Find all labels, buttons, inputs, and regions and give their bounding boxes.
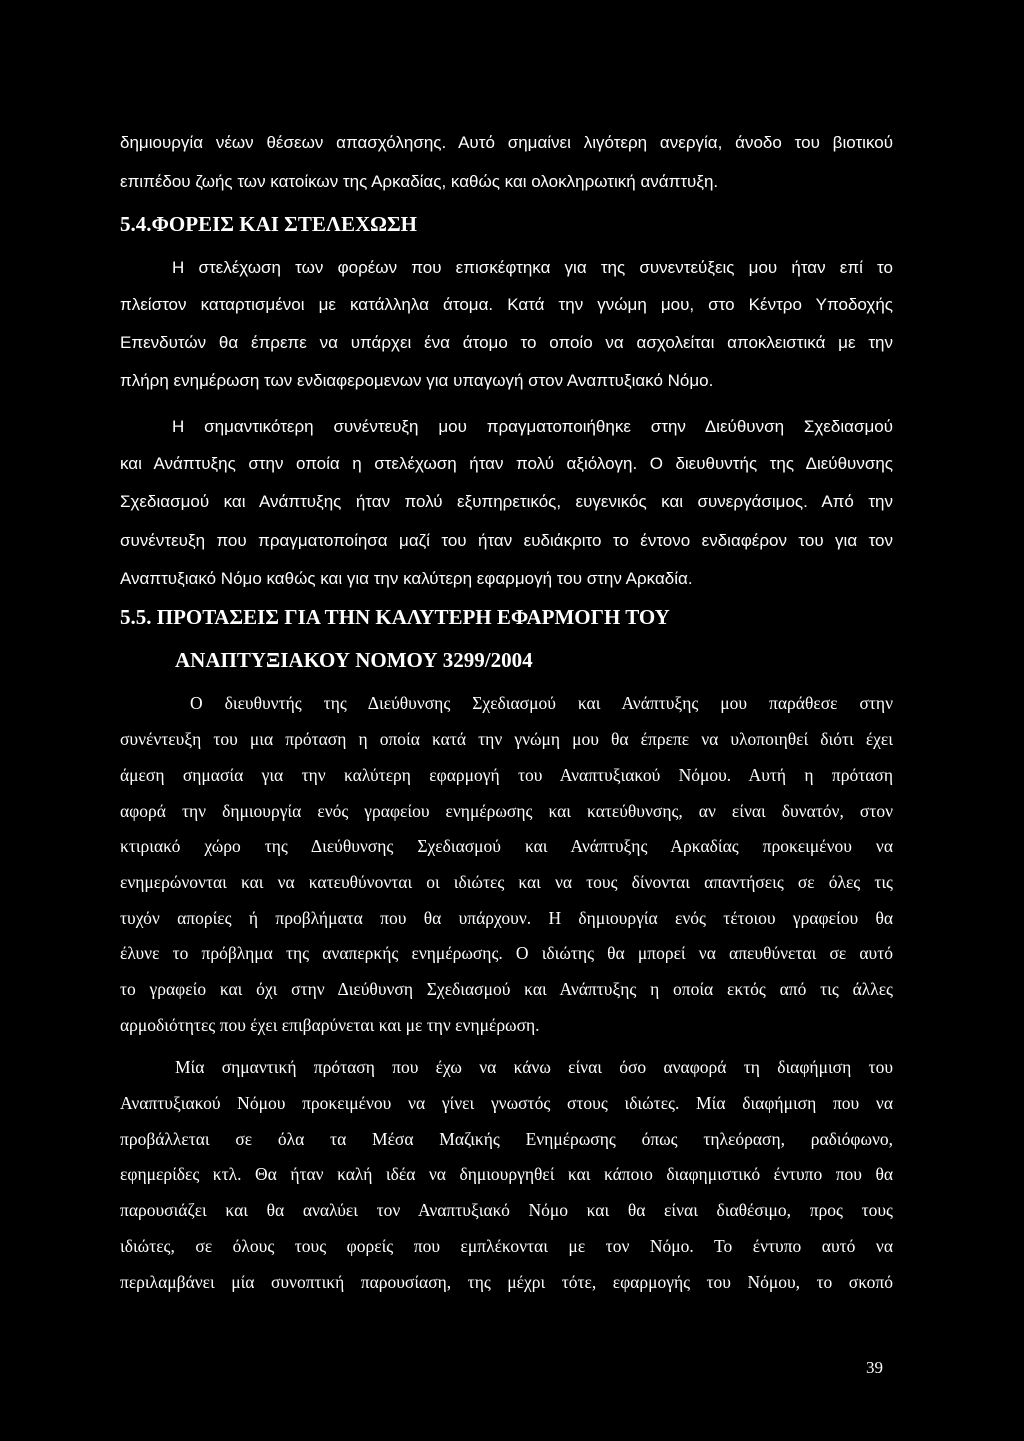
- paragraph-line: Η σημαντικότερη συνέντευξη μου πραγματοποιήθηκε στην Διεύθυνση Σχεδιασμού: [172, 417, 893, 436]
- paragraph-line: αφορά την δημιουργία ενός γραφείου ενημέρωσης και κατεύθυνσης, αν είναι δυνατόν, στον: [120, 801, 893, 821]
- paragraph-line: Αναπτυξιακού Νόμου προκειμένου να γίνει γνωστός στους ιδιώτες. Μία διαφήμιση που να: [120, 1093, 893, 1113]
- section-heading-5-5: 5.5. ΠΡΟΤΑΣΕΙΣ ΓΙΑ ΤΗΝ ΚΑΛΥΤΕΡΗ ΕΦΑΡΜΟΓΗ ΤΟΥ: [120, 605, 670, 629]
- paragraph-line: το γραφείο και όχι στην Διεύθυνση Σχεδιασμού και Ανάπτυξης η οποία εκτός από τις άλλες: [120, 979, 893, 999]
- paragraph-line: κτιριακό χώρο της Διεύθυνσης Σχεδιασμού και Ανάπτυξης Αρκαδίας προκειμένου να: [120, 836, 893, 856]
- paragraph-line: ενημερώνονται και να κατευθύνονται οι ιδιώτες και να τους δίνονται απαντήσεις σε όλες τις: [120, 872, 893, 892]
- paragraph-line: προβάλλεται σε όλα τα Μέσα Μαζικής Ενημέρωσης όπως τηλεόραση, ραδιόφωνο,: [120, 1129, 893, 1149]
- paragraph-line: Ο διευθυντής της Διεύθυνσης Σχεδιασμού και Ανάπτυξης μου παράθεσε στην: [190, 693, 893, 713]
- paragraph-line: πλήρη ενημέρωση των ενδιαφερομενων για υπαγωγή στον Αναπτυξιακό Νόμο.: [120, 371, 714, 390]
- paragraph-line: Η στελέχωση των φορέων που επισκέφτηκα για της συνεντεύξεις μου ήταν επί το: [172, 258, 893, 277]
- section-heading-5-4: 5.4.ΦΟΡΕΙΣ ΚΑΙ ΣΤΕΛΕΧΩΣΗ: [120, 212, 418, 236]
- paragraph-line: Μία σημαντική πρόταση που έχω να κάνω είναι όσο αναφορά τη διαφήμιση του: [175, 1057, 893, 1077]
- paragraph-line: άμεση σημασία για την καλύτερη εφαρμογή του Αναπτυξιακού Νόμου. Αυτή η πρόταση: [120, 765, 893, 785]
- paragraph-line: πλείστον καταρτισμένοι με κατάλληλα άτομα. Κατά την γνώμη μου, στο Κέντρο Υποδοχής: [120, 295, 893, 314]
- paragraph-line: επιπέδου ζωής των κατοίκων της Αρκαδίας, καθώς και ολοκληρωτική ανάπτυξη.: [120, 172, 719, 191]
- paragraph-line: Σχεδιασμού και Ανάπτυξης ήταν πολύ εξυπηρετικός, ευγενικός και συνεργάσιμος. Από την: [120, 492, 893, 511]
- paragraph-line: περιλαμβάνει μία συνοπτική παρουσίαση, της μέχρι τότε, εφαρμογής του Νόμου, το σκοπό: [120, 1272, 893, 1292]
- paragraph-line: ιδιώτες, σε όλους τους φορείς που εμπλέκονται με τον Νόμο. Το έντυπο αυτό να: [120, 1236, 893, 1256]
- page-number: 39: [866, 1358, 883, 1377]
- paragraph-line: τυχόν απορίες ή προβλήματα που θα υπάρχουν. Η δημιουργία ενός τέτοιου γραφείου θα: [120, 908, 893, 928]
- paragraph-line: Επενδυτών θα έπρεπε να υπάρχει ένα άτομο το οποίο να ασχολείται αποκλειστικά με την: [120, 333, 893, 352]
- paragraph-line: Αναπτυξιακό Νόμο καθώς και για την καλύτερη εφαρμογή του στην Αρκαδία.: [120, 569, 693, 588]
- paragraph-line: δημιουργία νέων θέσεων απασχόλησης. Αυτό σημαίνει λιγότερη ανεργία, άνοδο του βιοτικού: [120, 133, 893, 152]
- paragraph-line: συνέντευξη που πραγματοποίησα μαζί του ήταν ευδιάκριτο το έντονο ενδιαφέρον του για τον: [120, 531, 893, 550]
- section-heading-5-5-continued: ΑΝΑΠΤΥΞΙΑΚΟΥ ΝΟΜΟΥ 3299/2004: [175, 648, 533, 672]
- paragraph-line: παρουσιάζει και θα αναλύει τον Αναπτυξιακό Νόμο και θα είναι διαθέσιμο, προς τους: [120, 1200, 893, 1220]
- paragraph-line: έλυνε το πρόβλημα της αναπερκής ενημέρωσης. Ο ιδιώτης θα μπορεί να απευθύνεται σε αυτό: [120, 943, 893, 963]
- paragraph-line: εφημερίδες κτλ. Θα ήταν καλή ιδέα να δημιουργηθεί και κάποιο διαφημιστικό έντυπο που θα: [120, 1164, 893, 1184]
- paragraph-line: συνέντευξη του μια πρόταση η οποία κατά την γνώμη μου θα έπρεπε να υλοποιηθεί διότι έχει: [120, 729, 893, 749]
- paragraph-line: και Ανάπτυξης στην οποία η στελέχωση ήταν πολύ αξιόλογη. Ο διευθυντής της Διεύθυνσης: [120, 454, 893, 473]
- paragraph-line: αρμοδιότητες που έχει επιβαρύνεται και με την ενημέρωση.: [120, 1015, 540, 1035]
